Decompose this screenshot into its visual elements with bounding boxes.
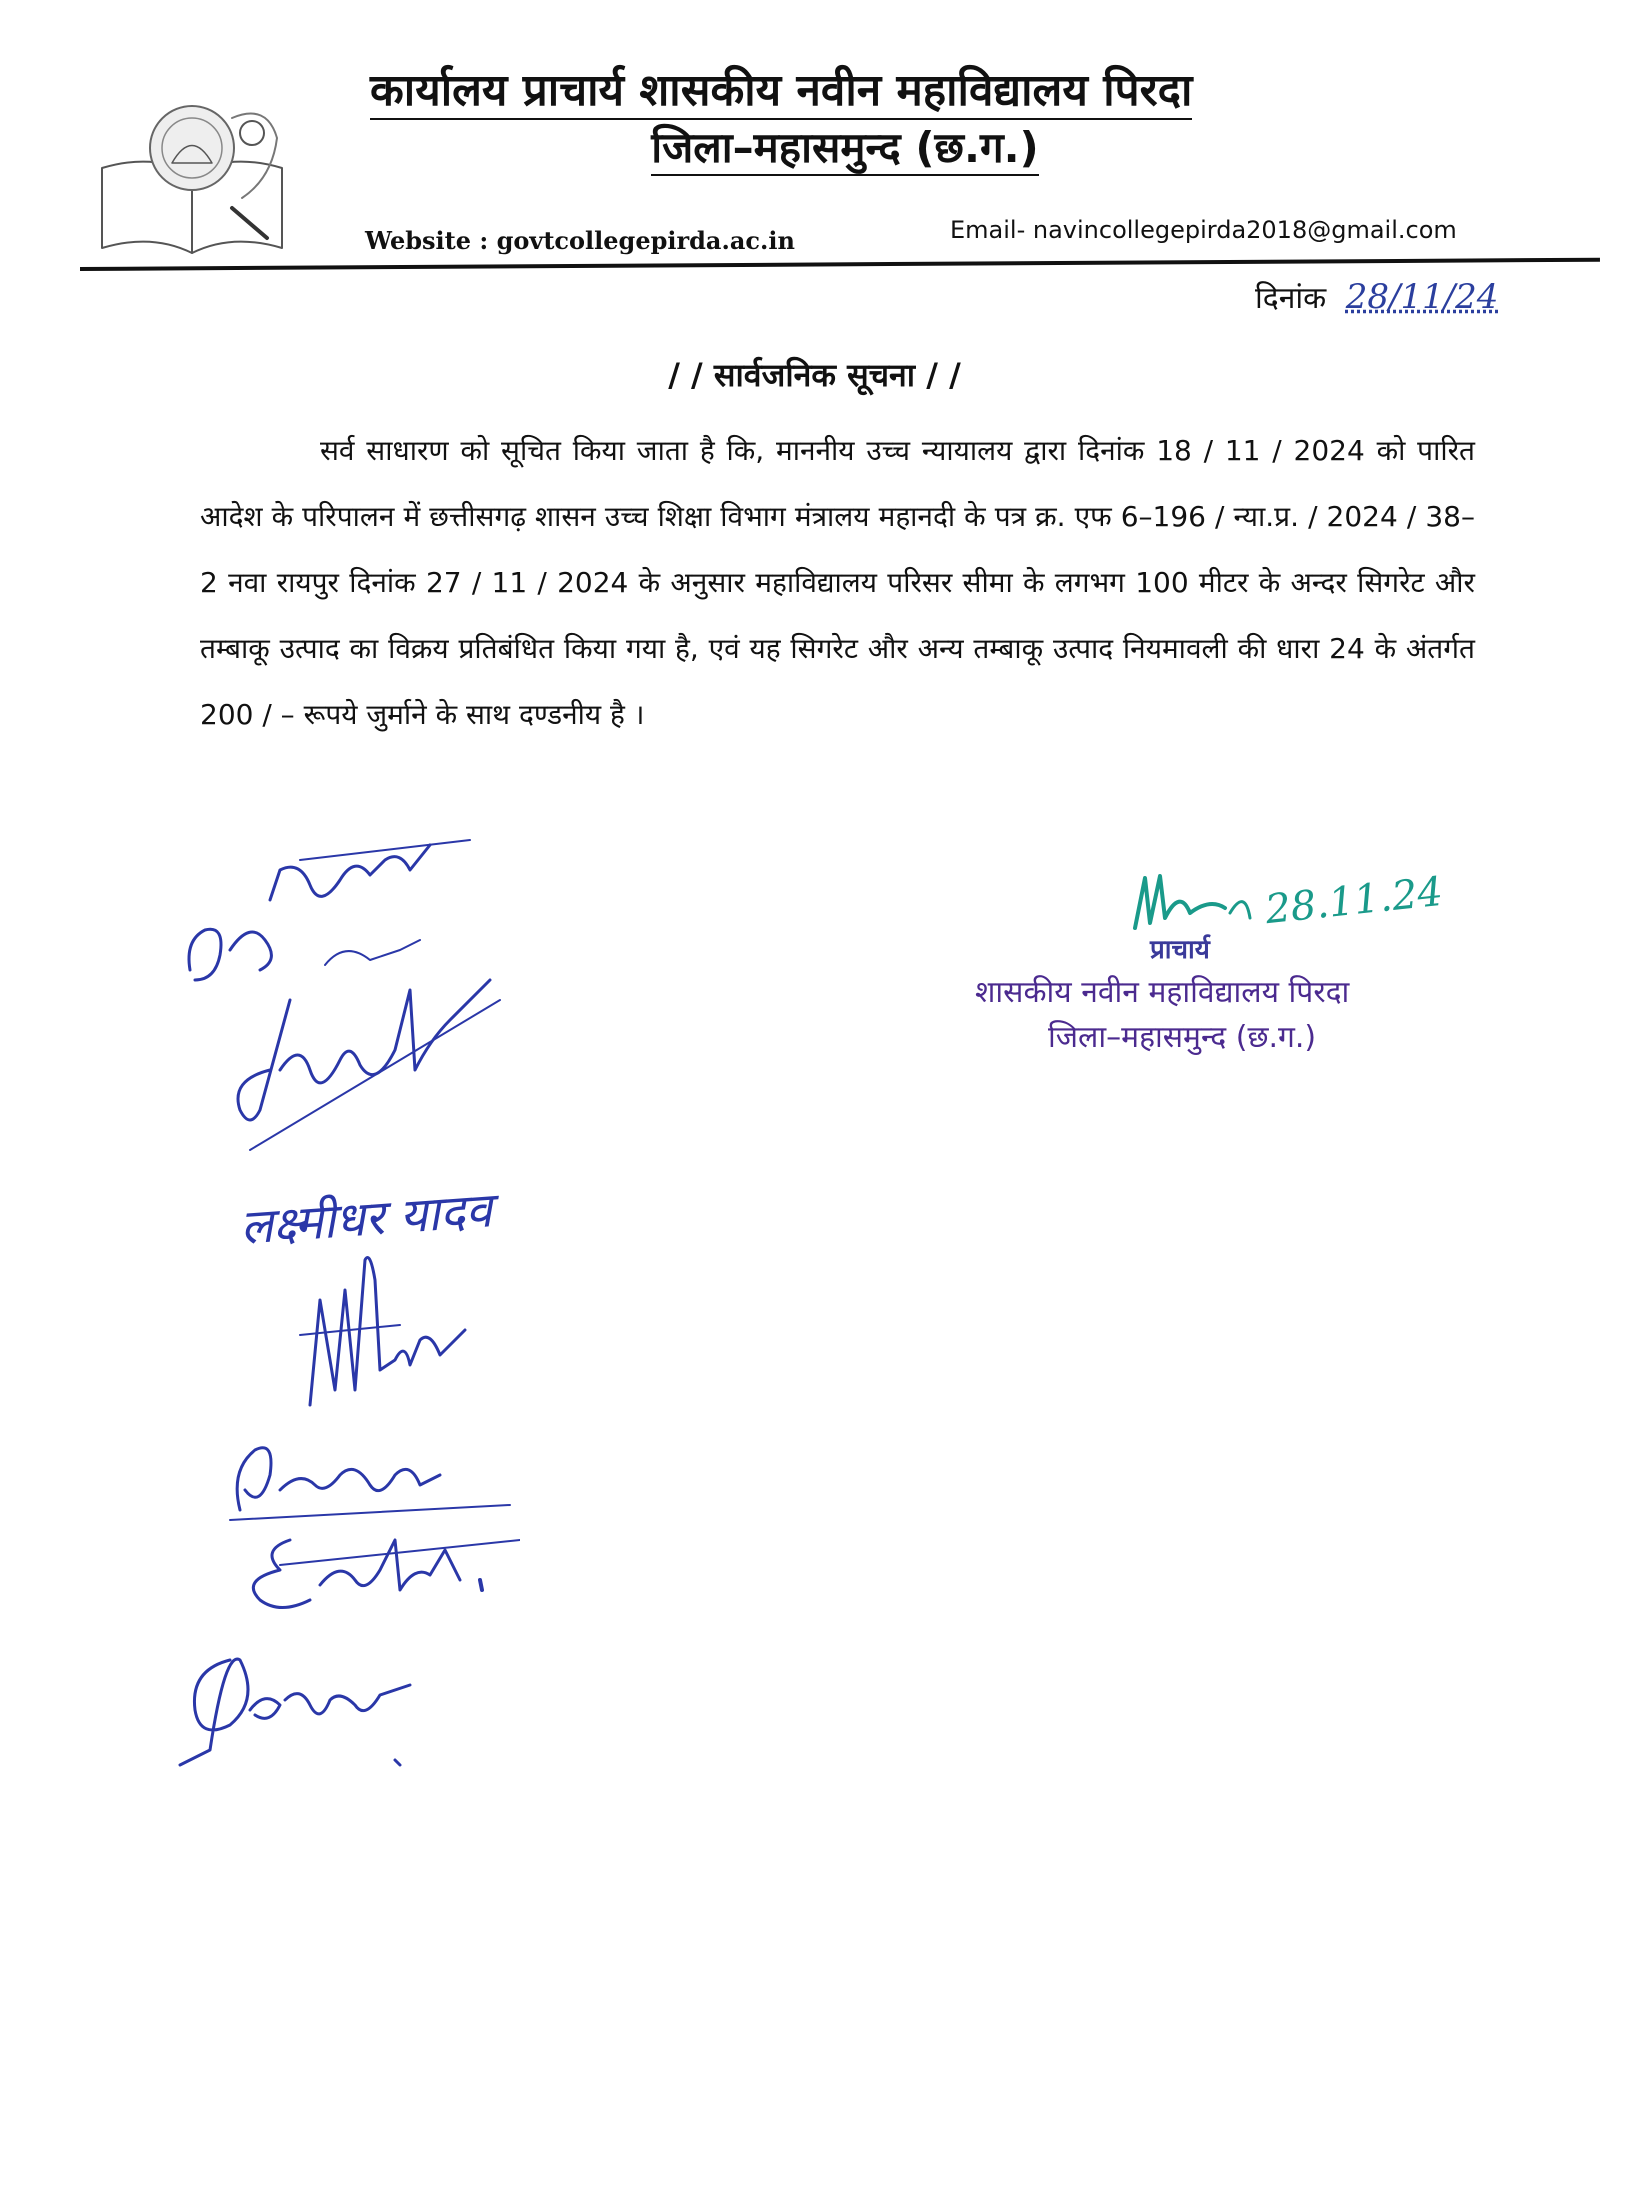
office-district: जिला–महासमुन्द (छ.ग.)	[370, 118, 1320, 175]
header-divider	[80, 258, 1600, 271]
seal-line-2: जिला–महासमुन्द (छ.ग.)	[1048, 1020, 1317, 1055]
seal-line-1: शासकीय नवीन महाविद्यालय पिरदा	[975, 975, 1350, 1010]
email-label: Email- navincollegepirda2018@gmail.com	[950, 216, 1457, 244]
signature-3	[280, 1240, 500, 1410]
college-emblem-icon	[92, 98, 292, 278]
principal-designation: प्राचार्य	[1150, 935, 1210, 965]
principal-signature-date: 28.11.24	[1263, 868, 1446, 934]
date-value: 28/11/24	[1345, 277, 1499, 317]
date-label: दिनांक	[1255, 281, 1327, 316]
signature-5	[220, 1520, 520, 1630]
signatory-name-handwritten: लक्ष्मीधर यादव	[238, 1182, 494, 1256]
notice-body: सर्व साधारण को सूचित किया जाता है कि, माननीय उच्च न्यायालय द्वारा दिनांक 18 / 11 / 2024 को पारित आदेश के परिपालन में छत्तीसगढ़ शासन उच्च शिक्षा विभाग मंत्रालय महानदी के पत्र क्र. एफ 6–196 / न्या.प्र. / 2024 / 38–2 नवा रायपुर दिनांक 27 / 11 / 2024 के अनुसार महाविद्यालय परिसर सीमा के लगभग 100 मीटर के अन्दर सिगरेट और तम्बाकू उत्पाद का विक्रय प्रतिबंधित किया गया है, एवं यह सिगरेट और अन्य तम्बाकू उत्पाद नियमावली की धारा 24 के अंतर्गत 200 / – रूपये जुर्माने के साथ दण्डनीय है ।	[200, 434, 1475, 731]
notice-title: / / सार्वजनिक सूचना / /	[668, 356, 961, 394]
website-label: Website : govtcollegepirda.ac.in	[365, 226, 795, 255]
signature-4	[210, 1430, 530, 1530]
signature-2	[200, 960, 520, 1160]
signature-6	[170, 1630, 430, 1770]
office-title: कार्यालय प्राचार्य शासकीय नवीन महाविद्यालय पिरदा	[370, 58, 1320, 118]
date-line	[1255, 276, 1498, 317]
